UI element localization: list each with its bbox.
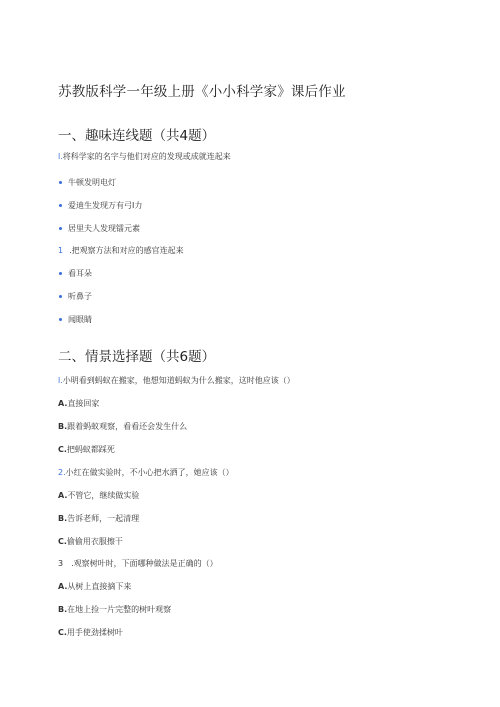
- section1-q2: [58, 246, 184, 256]
- option-letter: A.: [58, 582, 68, 591]
- option-text: 告诉老师，一起清理: [67, 514, 140, 523]
- option: [58, 445, 115, 455]
- option-text: 跟着蚂蚁观察，看看还会发生什么: [67, 422, 188, 431]
- list-item: [58, 315, 92, 325]
- option: [58, 491, 139, 501]
- option: [58, 399, 99, 409]
- question-text: 小红在做实验时，不小心把水洒了，她应该（）: [65, 468, 234, 477]
- question-number: 1: [58, 246, 64, 255]
- bullet-icon: [59, 295, 62, 298]
- question-text: .观察树叶时，下面哪种做法是正确的（）: [71, 559, 218, 568]
- option: [58, 605, 171, 615]
- option: [58, 514, 139, 524]
- list-item: [58, 201, 142, 211]
- option-text: 不管它，继续做实验: [67, 491, 140, 500]
- question-text: .把观察方法和对应的感官连起来: [69, 246, 184, 255]
- list-item: [58, 178, 116, 188]
- option-letter: B.: [58, 514, 68, 523]
- list-item-text: 听鼻子: [68, 292, 92, 301]
- option: [58, 537, 123, 547]
- option-letter: A.: [58, 491, 68, 500]
- document-title: 苏教版科学一年级上册《小小科学家》课后作业: [58, 84, 346, 100]
- question-text: 小明看到蚂蚁在搬家，他想知道蚂蚁为什么搬家，这时他应该（）: [62, 376, 295, 385]
- list-item-text: 闻眼睛: [68, 315, 92, 324]
- section1-heading: 一、趣味连线题（共4题）: [58, 128, 216, 144]
- option-letter: C.: [58, 537, 67, 546]
- option-text: 用手使劲揉树叶: [66, 628, 123, 637]
- list-item: [58, 224, 140, 234]
- question-number: l.: [58, 152, 63, 161]
- list-item-text: 看耳朵: [68, 269, 92, 278]
- section1-q1: [58, 152, 231, 162]
- question-number: l.: [58, 376, 63, 385]
- bullet-icon: [59, 272, 62, 275]
- question-number: 2.: [58, 468, 66, 477]
- list-item-text: 居里夫人发现镭元素: [68, 224, 140, 233]
- section2-q1: [58, 376, 295, 386]
- list-item-text: 牛顿发明电灯: [68, 178, 116, 187]
- bullet-icon: [59, 227, 62, 230]
- bullet-icon: [59, 181, 62, 184]
- option-text: 在地上捡一片完整的树叶观察: [67, 605, 172, 614]
- option-text: 直接回家: [67, 399, 100, 408]
- question-text: 将科学家的名字与他们对应的发现或成就连起来: [62, 152, 231, 161]
- list-item: [58, 269, 92, 279]
- section2-q3: [58, 559, 218, 569]
- section2-heading: 二、情景选择题（共6题）: [58, 349, 216, 365]
- option-text: 把蚂蚁都踩死: [66, 445, 115, 454]
- list-item-text: 爱迪生发现万有弓I力: [68, 201, 143, 210]
- option-letter: B.: [58, 605, 68, 614]
- option-letter: C.: [58, 628, 67, 637]
- option: [58, 582, 131, 592]
- list-item: [58, 292, 92, 302]
- option: [58, 422, 187, 432]
- question-number: 3: [58, 559, 64, 568]
- option-letter: A.: [58, 399, 68, 408]
- bullet-icon: [59, 204, 62, 207]
- bullet-icon: [59, 318, 62, 321]
- option-letter: C.: [58, 445, 67, 454]
- section2-q2: [58, 468, 234, 478]
- option: [58, 628, 123, 638]
- option-text: 偷偷用衣服擦干: [66, 537, 123, 546]
- option-letter: B.: [58, 422, 68, 431]
- option-text: 从树上直接摘下来: [67, 582, 132, 591]
